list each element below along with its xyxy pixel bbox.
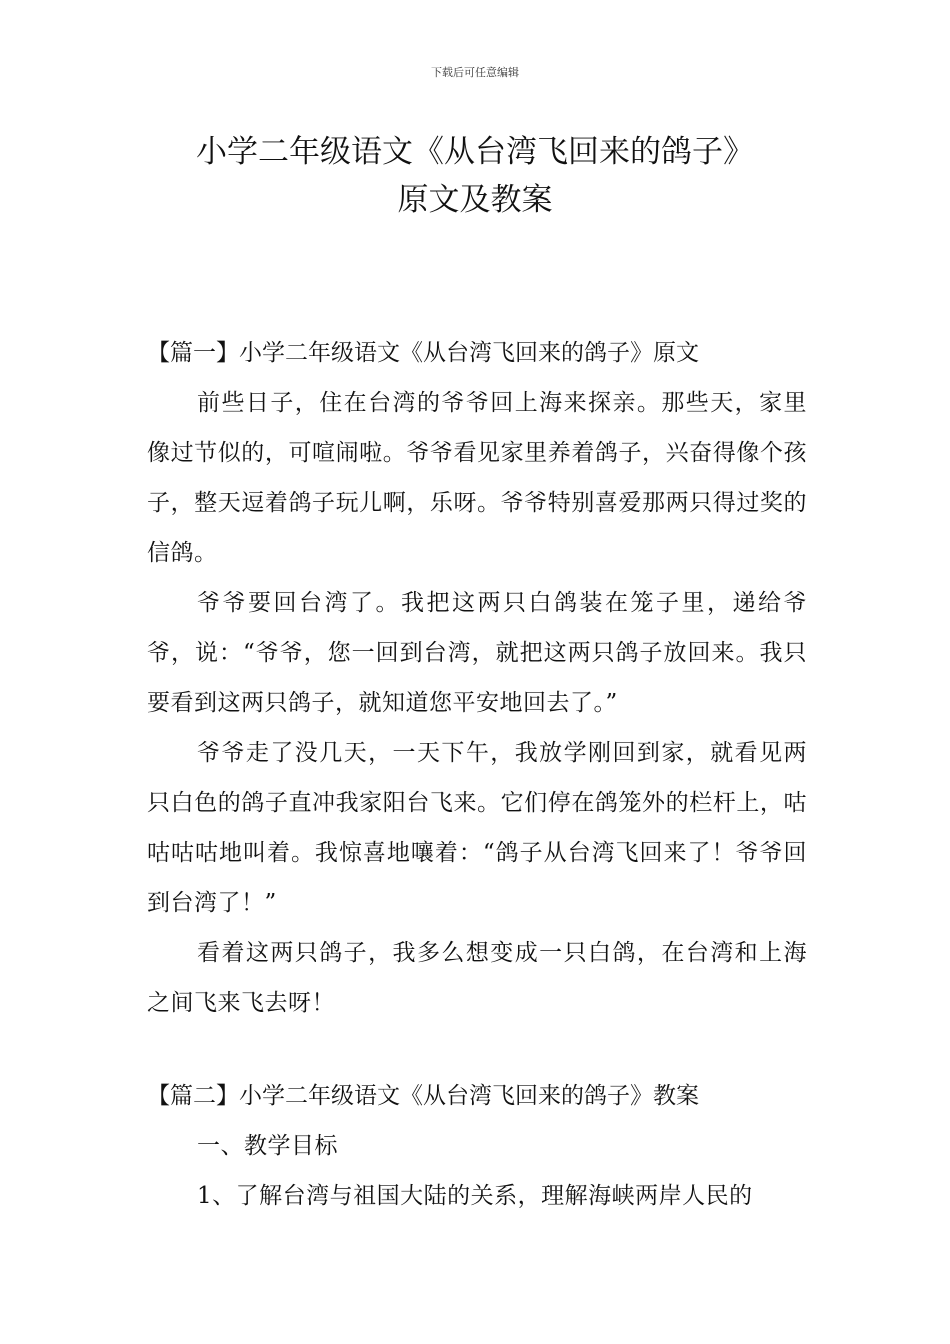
paragraph: 爷爷走了没几天，一天下午，我放学刚回到家，就看见两只白色的鸽子直冲我家阳台飞来。它们停在鸽笼外的栏杆上，咕咕咕咕地叫着。我惊喜地嚷着：“鸽子从台湾飞回来了！爷爷回到台湾了！” xyxy=(147,740,807,916)
header-note: 下载后可任意编辑 xyxy=(431,66,519,79)
section-original-text xyxy=(147,328,807,1028)
section-lesson-plan xyxy=(147,1071,807,1221)
subheading-teaching-goals: 一、教学目标 xyxy=(197,1133,338,1159)
paragraph: 爷爷要回台湾了。我把这两只白鸽装在笼子里，递给爷爷，说：“爷爷，您一回到台湾，就把这两只鸽子放回来。我只要看到这两只鸽子，就知道您平安地回去了。” xyxy=(147,590,807,716)
document-title xyxy=(120,128,830,224)
paragraph: 1、了解台湾与祖国大陆的关系，理解海峡两岸人民的 xyxy=(197,1183,753,1209)
title-line-2: 原文及教案 xyxy=(397,182,553,218)
paragraph: 前些日子，住在台湾的爷爷回上海来探亲。那些天，家里像过节似的，可喧闹啦。爷爷看见家里养着鸽子，兴奋得像个孩子，整天逗着鸽子玩儿啊，乐呀。爷爷特别喜爱那两只得过奖的信鸽。 xyxy=(147,390,807,566)
section-heading: 【篇一】小学二年级语文《从台湾飞回来的鸽子》原文 xyxy=(147,340,699,366)
paragraph: 看着这两只鸽子，我多么想变成一只白鸽，在台湾和上海之间飞来飞去呀！ xyxy=(147,940,807,1016)
section-heading: 【篇二】小学二年级语文《从台湾飞回来的鸽子》教案 xyxy=(147,1083,699,1109)
title-line-1: 小学二年级语文《从台湾飞回来的鸽子》 xyxy=(196,134,754,170)
